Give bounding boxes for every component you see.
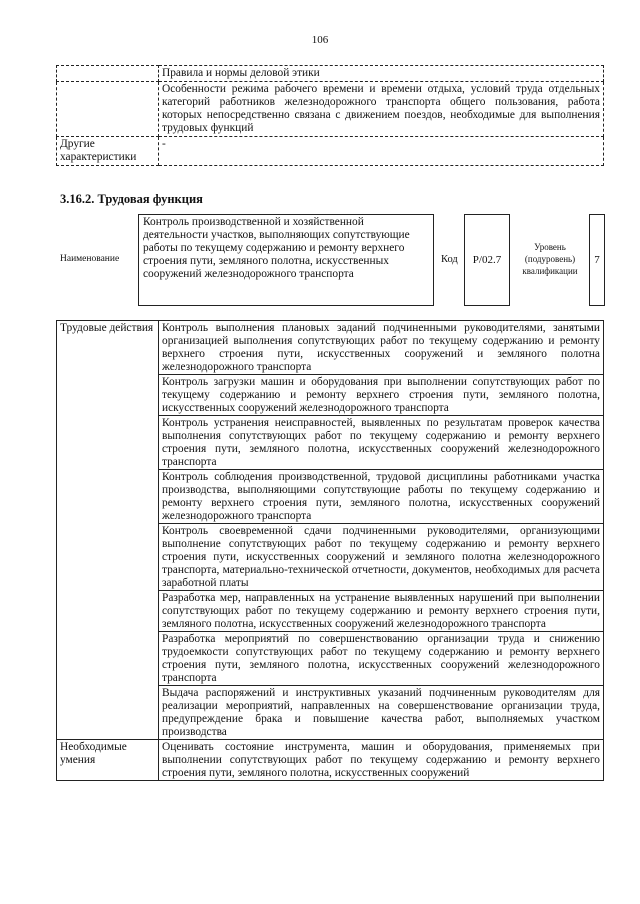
top-requirements-table — [56, 65, 604, 166]
row-text: - — [159, 137, 604, 166]
table-row — [57, 82, 604, 137]
labor-action-item: Контроль устранения неисправностей, выявленных по результатам проверок качества выполнения сопутствующих работ по текущему содержанию и ремонту верхнего строения пути, земляного полотна, искусственных сооружений железнодорожного транспорта — [159, 416, 604, 470]
skill-item: Оценивать состояние инструмента, машин и оборудования, применяемых при выполнении сопутствующих работ по текущему содержанию и ремонту верхнего строения пути, земляного полотна, искусственных сооружений — [159, 740, 604, 781]
function-name-box: Контроль производственной и хозяйственной деятельности участков, выполняющих сопутствующие работы по текущему содержанию и ремонту верхнего строения пути, земляного полотна, искусственных сооружений железнодорожного транспорта — [138, 214, 434, 306]
row-label — [57, 82, 159, 137]
table-row — [57, 321, 604, 375]
section-title: 3.16.2. Трудовая функция — [60, 192, 203, 206]
page-number: 106 — [311, 34, 329, 46]
labor-action-item: Выдача распоряжений и инструктивных указаний подчиненным руководителям для реализации мероприятий, направленных на совершенствование организации труда, предупреждение брака и повышение качества работ, выполняемых участком производства — [159, 686, 604, 740]
labor-action-item: Разработка мер, направленных на устранение выявленных нарушений при выполнении сопутствующих работ по текущему содержанию и ремонту верхнего строения пути, земляного полотна, искусственных сооружений железнодорожного транспорта — [159, 591, 604, 632]
table-row — [57, 66, 604, 82]
name-label: Наименование — [60, 254, 120, 264]
level-value-box: 7 — [589, 214, 605, 306]
row-text: Особенности режима рабочего времени и времени отдыха, условий труда отдельных категорий работников железнодорожного транспорта общего пользования, работа которых непосредственно связана с движением поездов, необходимые для выполнения трудовых функций — [159, 82, 604, 137]
labor-action-item: Контроль своевременной сдачи подчиненными руководителями, организующими выполнение сопутствующих работ по текущему содержанию и ремонту верхнего строения пути, искусственных сооружений и земляного полотна железнодорожного транспорта, материально-технической отчетности, документов, необходимых для расчета заработной платы — [159, 524, 604, 591]
labor-action-item: Контроль загрузки машин и оборудования при выполнении сопутствующих работ по текущему содержанию и ремонту верхнего строения пути, земляного полотна, искусственных сооружений железнодорожного транспорта — [159, 375, 604, 416]
skills-label: Необходимые умения — [57, 740, 159, 781]
row-text: Правила и нормы деловой этики — [159, 66, 604, 82]
table-row — [57, 740, 604, 781]
code-label: Код — [441, 254, 458, 265]
labor-action-item: Контроль соблюдения производственной, трудовой дисциплины работниками участка производства, выполняющими сопутствующие работы по текущему содержанию и ремонту верхнего строения пути, земляного полотна, искусственных сооружений железнодорожного транспорта — [159, 470, 604, 524]
code-value-box: Р/02.7 — [464, 214, 510, 306]
level-label: Уровень (подуровень) квалификации — [522, 242, 578, 276]
labor-functions-table — [56, 320, 604, 781]
row-label: Другие характеристики — [57, 137, 159, 166]
labor-action-item: Разработка мероприятий по совершенствованию организации труда и снижению трудоемкости сопутствующих работ по текущему содержанию и ремонту верхнего строения пути, земляного полотна, искусственных сооружений железнодорожного транспорта — [159, 632, 604, 686]
row-label — [57, 66, 159, 82]
labor-action-item: Контроль выполнения плановых заданий подчиненными руководителями, занятыми организацией выполнения сопутствующих работ по текущему содержанию и ремонту верхнего строения пути, искусственных сооружений и земляного полотна железнодорожного транспорта — [159, 321, 604, 375]
table-row — [57, 137, 604, 166]
labor-actions-label: Трудовые действия — [57, 321, 159, 740]
